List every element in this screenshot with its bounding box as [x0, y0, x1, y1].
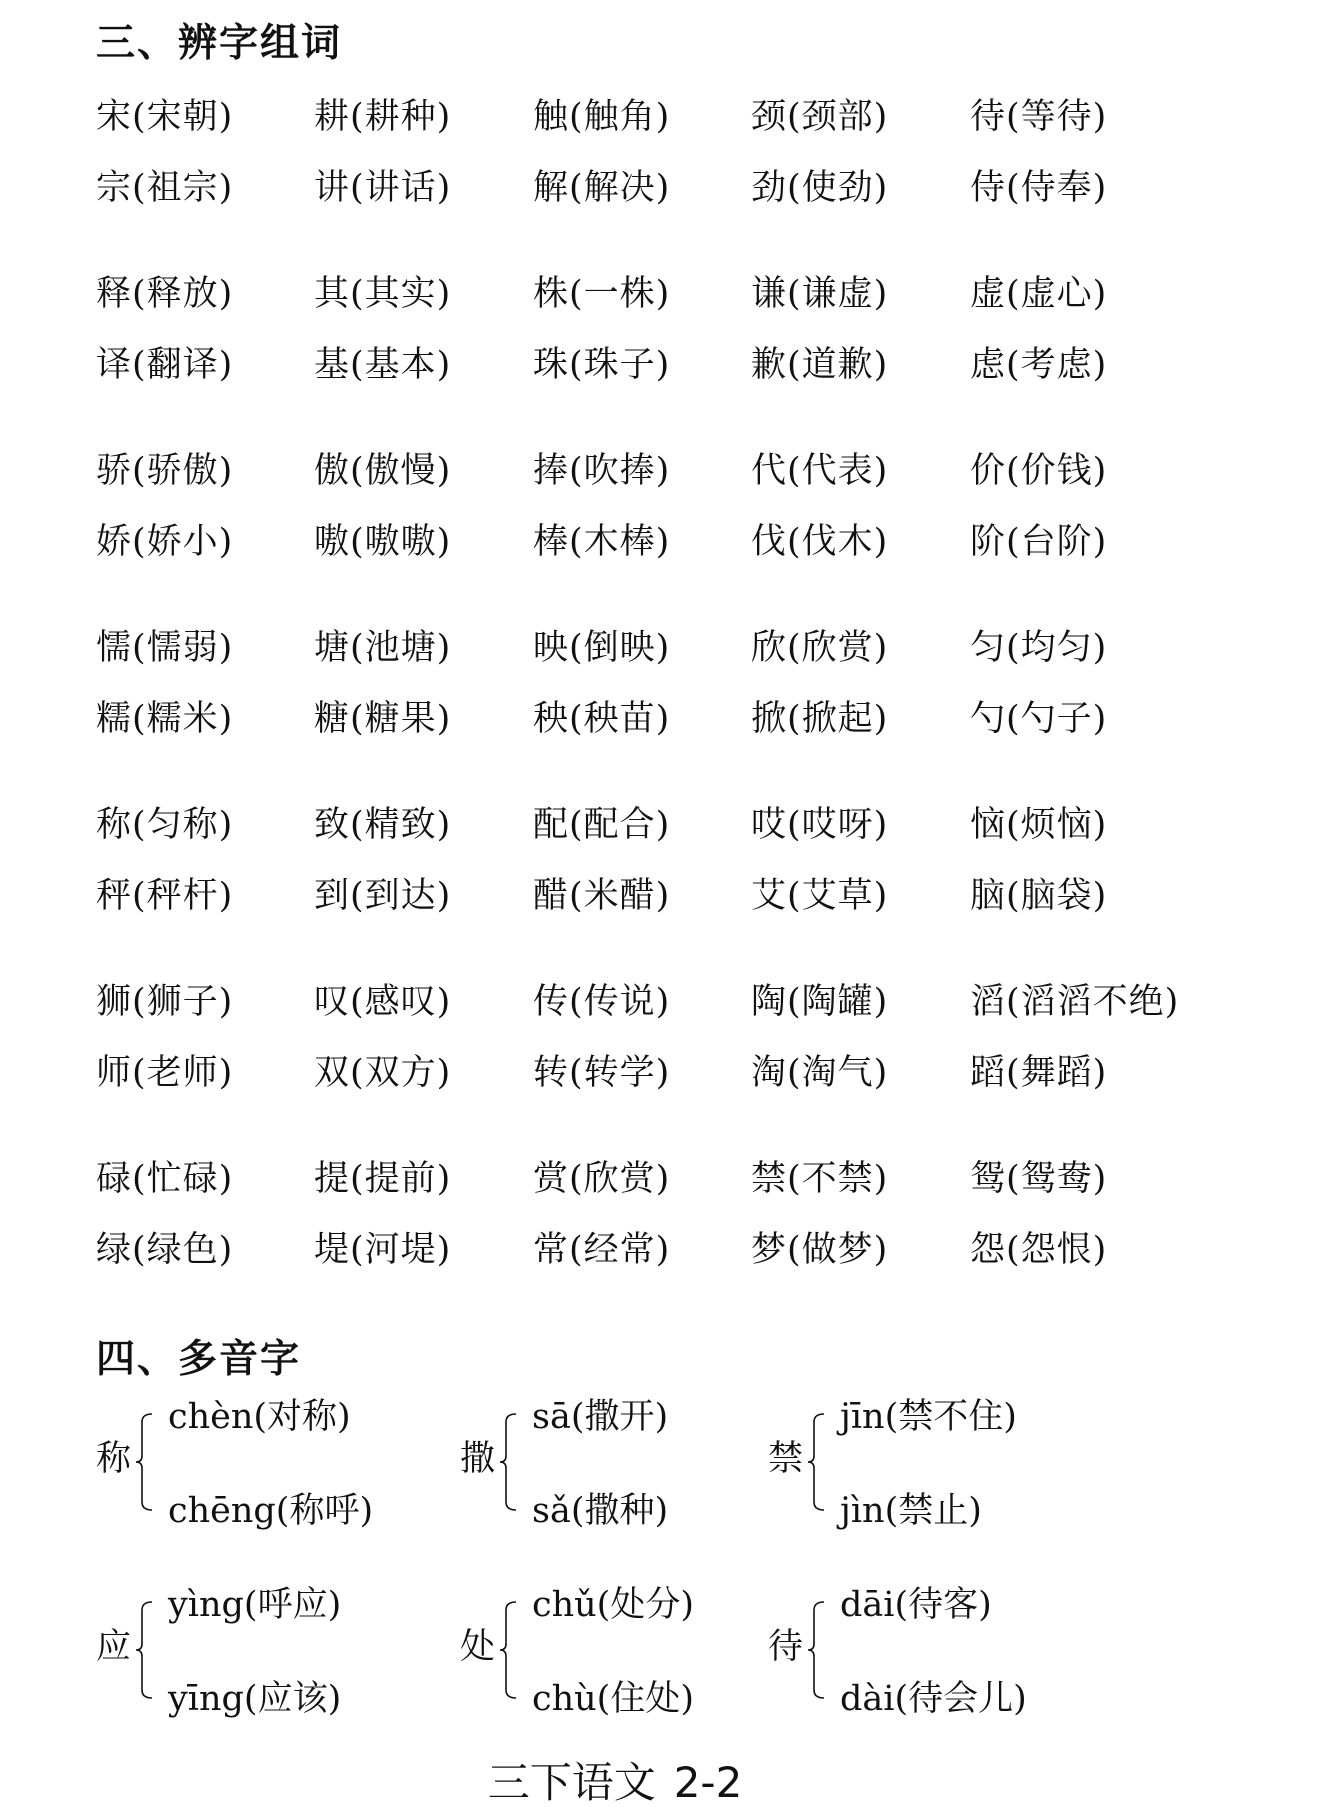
polyphone-char: 称 — [96, 1439, 132, 1479]
word-pair-item: 株(一株) — [533, 274, 671, 314]
word-pair-item: 伐(伐木) — [751, 522, 889, 562]
word-pair-item: 嗷(嗷嗷) — [314, 522, 452, 562]
word-pair-item: 提(提前) — [314, 1159, 452, 1199]
word-pair-item: 宗(祖宗) — [96, 168, 234, 208]
word-pair-item: 珠(珠子) — [533, 345, 671, 385]
word-pair-item: 勺(勺子) — [970, 699, 1108, 739]
reading-1: yìng(呼应) — [168, 1585, 342, 1625]
word-pair-item: 耕(耕种) — [314, 97, 452, 137]
reading-2: chēng(称呼) — [168, 1491, 374, 1531]
word-pair-item: 哎(哎呀) — [751, 805, 889, 845]
word-pair-item: 基(基本) — [314, 345, 452, 385]
word-pair-item: 劲(使劲) — [751, 168, 889, 208]
word-pair-item: 懦(懦弱) — [96, 628, 234, 668]
word-pair-item: 赏(欣赏) — [533, 1159, 671, 1199]
word-pair-item: 傲(傲慢) — [314, 451, 452, 491]
word-pair-item: 讲(讲话) — [314, 168, 452, 208]
word-pair-item: 醋(米醋) — [533, 876, 671, 916]
word-pair-item: 宋(宋朝) — [96, 97, 234, 137]
word-pair-item: 双(双方) — [314, 1053, 452, 1093]
section-3-heading: 三、辨字组词 — [96, 21, 343, 66]
word-pair-item: 怨(怨恨) — [970, 1230, 1108, 1270]
word-pair-item: 艾(艾草) — [751, 876, 889, 916]
brace-icon — [134, 1600, 154, 1700]
word-pair-item: 到(到达) — [314, 876, 452, 916]
reading-1: sā(撒开) — [532, 1397, 669, 1437]
polyphone-entry — [96, 1585, 396, 1719]
polyphone-char: 处 — [460, 1627, 496, 1667]
word-pair-item: 匀(均匀) — [970, 628, 1108, 668]
word-pair-item: 秤(秤杆) — [96, 876, 234, 916]
reading-2: yīng(应该) — [168, 1679, 342, 1719]
brace-icon — [498, 1600, 518, 1700]
word-pair-item: 糯(糯米) — [96, 699, 234, 739]
word-pair-item: 阶(台阶) — [970, 522, 1108, 562]
word-pair-item: 秧(秧苗) — [533, 699, 671, 739]
word-pair-item: 颈(颈部) — [751, 97, 889, 137]
footer-title: 三下语文 — [487, 1758, 656, 1807]
word-pair-item: 欣(欣赏) — [751, 628, 889, 668]
polyphone-entry — [768, 1397, 1068, 1531]
word-pair-item: 释(释放) — [96, 274, 234, 314]
word-pair-item: 碌(忙碌) — [96, 1159, 234, 1199]
polyphone-entry — [96, 1397, 396, 1531]
word-pair-item: 传(传说) — [533, 982, 671, 1022]
word-pair-item: 棒(木棒) — [533, 522, 671, 562]
word-pair-item: 其(其实) — [314, 274, 452, 314]
word-pair-item: 淘(淘气) — [751, 1053, 889, 1093]
word-pair-item: 歉(道歉) — [751, 345, 889, 385]
word-pair-item: 禁(不禁) — [751, 1159, 889, 1199]
page-number: 2-2 — [673, 1758, 743, 1807]
word-pair-item: 捧(吹捧) — [533, 451, 671, 491]
page-footer — [0, 1758, 1230, 1807]
word-pair-item: 恼(烦恼) — [970, 805, 1108, 845]
word-pair-item: 价(价钱) — [970, 451, 1108, 491]
word-pair-item: 虑(考虑) — [970, 345, 1108, 385]
word-pair-item: 待(等待) — [970, 97, 1108, 137]
word-pair-item: 骄(骄傲) — [96, 451, 234, 491]
reading-2: jìn(禁止) — [840, 1491, 982, 1531]
word-pair-item: 师(老师) — [96, 1053, 234, 1093]
reading-1: dāi(待客) — [840, 1585, 992, 1625]
word-pair-item: 触(触角) — [533, 97, 671, 137]
word-pair-item: 狮(狮子) — [96, 982, 234, 1022]
word-pair-item: 解(解决) — [533, 168, 671, 208]
polyphone-entry — [768, 1585, 1068, 1719]
reading-2: chù(住处) — [532, 1679, 694, 1719]
brace-icon — [134, 1412, 154, 1512]
word-pair-item: 配(配合) — [533, 805, 671, 845]
section-4-heading: 四、多音字 — [96, 1337, 302, 1382]
word-pair-item: 堤(河堤) — [314, 1230, 452, 1270]
word-pair-item: 脑(脑袋) — [970, 876, 1108, 916]
word-pair-item: 虚(虚心) — [970, 274, 1108, 314]
reading-2: sǎ(撒种) — [532, 1491, 669, 1531]
brace-icon — [806, 1412, 826, 1512]
reading-1: jīn(禁不住) — [840, 1397, 1017, 1437]
word-pair-item: 梦(做梦) — [751, 1230, 889, 1270]
brace-icon — [498, 1412, 518, 1512]
word-pair-item: 映(倒映) — [533, 628, 671, 668]
word-pair-item: 译(翻译) — [96, 345, 234, 385]
polyphone-char: 应 — [96, 1627, 132, 1667]
reading-2: dài(待会儿) — [840, 1679, 1027, 1719]
word-pair-item: 陶(陶罐) — [751, 982, 889, 1022]
word-pair-item: 绿(绿色) — [96, 1230, 234, 1270]
word-pair-item: 侍(侍奉) — [970, 168, 1108, 208]
word-pair-item: 娇(娇小) — [96, 522, 234, 562]
word-pair-item: 称(匀称) — [96, 805, 234, 845]
reading-1: chèn(对称) — [168, 1397, 351, 1437]
brace-icon — [806, 1600, 826, 1700]
word-pair-item: 叹(感叹) — [314, 982, 452, 1022]
word-pair-item: 掀(掀起) — [751, 699, 889, 739]
polyphone-char: 撒 — [460, 1439, 496, 1479]
word-pair-item: 常(经常) — [533, 1230, 671, 1270]
word-pair-item: 塘(池塘) — [314, 628, 452, 668]
polyphone-char: 待 — [768, 1627, 804, 1667]
polyphone-entry — [460, 1397, 760, 1531]
word-pair-item: 糖(糖果) — [314, 699, 452, 739]
word-pair-item: 代(代表) — [751, 451, 889, 491]
word-pair-item: 致(精致) — [314, 805, 452, 845]
word-pair-item: 谦(谦虚) — [751, 274, 889, 314]
word-pair-item: 蹈(舞蹈) — [970, 1053, 1108, 1093]
polyphone-char: 禁 — [768, 1439, 804, 1479]
reading-1: chǔ(处分) — [532, 1585, 694, 1625]
word-pair-item: 鸳(鸳鸯) — [970, 1159, 1108, 1199]
word-pair-item: 转(转学) — [533, 1053, 671, 1093]
word-pair-item: 滔(滔滔不绝) — [970, 982, 1180, 1022]
polyphone-entry — [460, 1585, 760, 1719]
